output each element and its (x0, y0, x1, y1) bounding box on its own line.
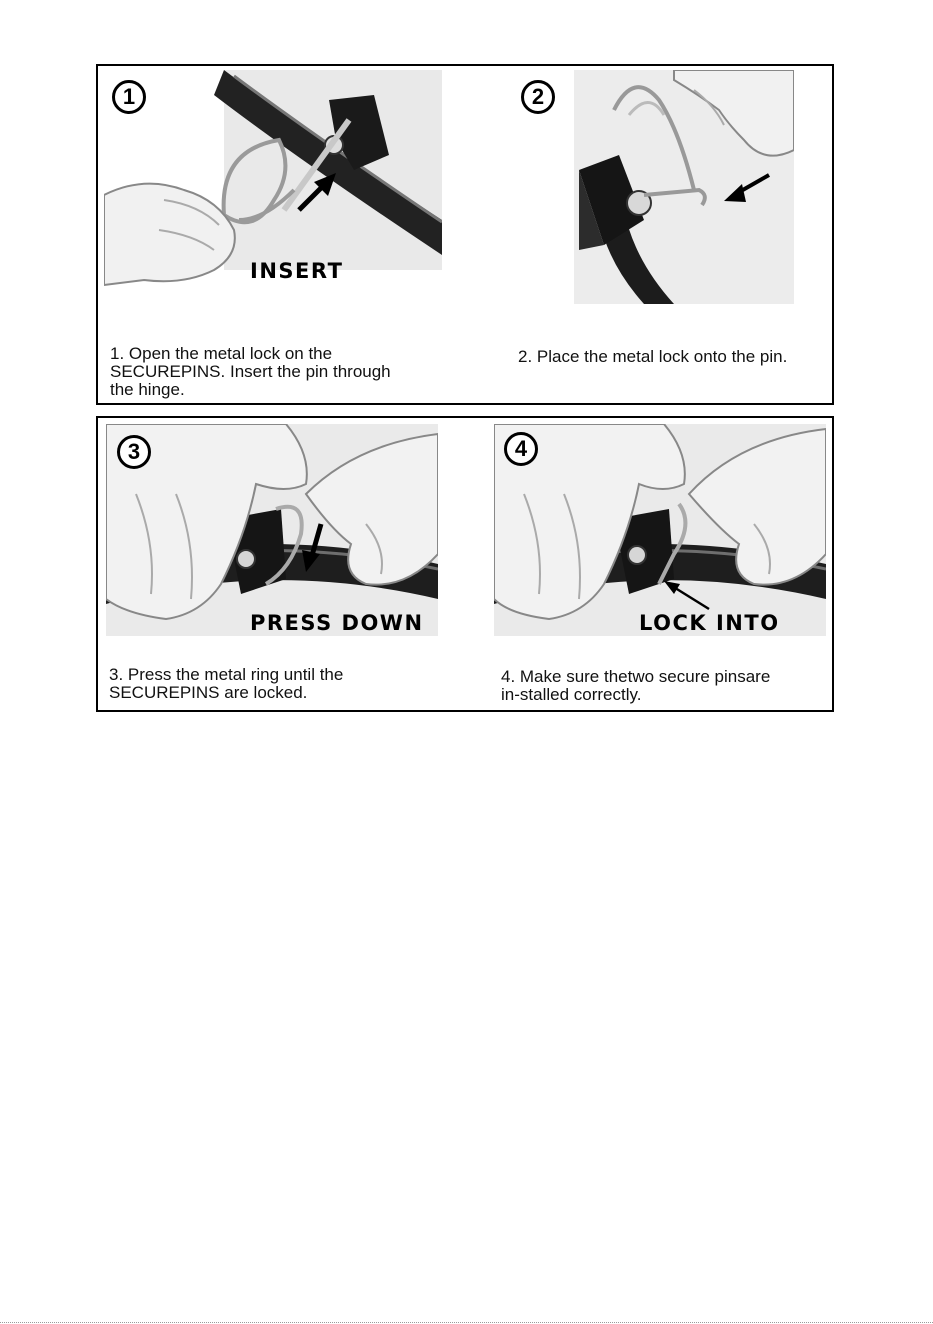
step-3-caption-line: 3. Press the metal ring until the (109, 665, 344, 684)
step-4-action-label: LOCK INTO (639, 611, 780, 635)
step-4-caption (501, 668, 831, 704)
step-2-illustration (574, 70, 794, 304)
step-1-caption-line: SECUREPINS. Insert the pin through (110, 362, 391, 381)
step-3-caption-line: SECUREPINS are locked. (109, 683, 308, 702)
bottom-instruction-panel (96, 416, 834, 712)
step-3-action-label: PRESS DOWN (250, 611, 424, 635)
page-bottom-divider (0, 1322, 933, 1323)
step-1-number-badge: 1 (112, 80, 146, 114)
step-4-caption-line: in-stalled correctly. (501, 685, 642, 704)
step-3-number-badge: 3 (117, 435, 151, 469)
step-4-caption-line: 4. Make sure thetwo secure pinsare (501, 667, 771, 686)
step-3-illustration (106, 424, 438, 636)
step-4-illustration (494, 424, 826, 636)
step-2-caption (518, 348, 828, 366)
step-4-photo (494, 424, 826, 636)
step-1-caption-line: the hinge. (110, 380, 185, 399)
step-2-photo (574, 70, 794, 304)
step-2-number-badge: 2 (521, 80, 555, 114)
step-1-caption (110, 345, 450, 399)
step-1-caption-line: 1. Open the metal lock on the (110, 344, 333, 363)
step-3-photo (106, 424, 438, 636)
hinge-bolt (237, 550, 255, 568)
step-2-caption-line: 2. Place the metal lock onto the pin. (518, 347, 788, 366)
step-1-action-label: INSERT (250, 259, 344, 283)
step-4-number-badge: 4 (504, 432, 538, 466)
step-3-caption (109, 666, 449, 702)
hinge-bolt (628, 546, 646, 564)
top-instruction-panel (96, 64, 834, 405)
